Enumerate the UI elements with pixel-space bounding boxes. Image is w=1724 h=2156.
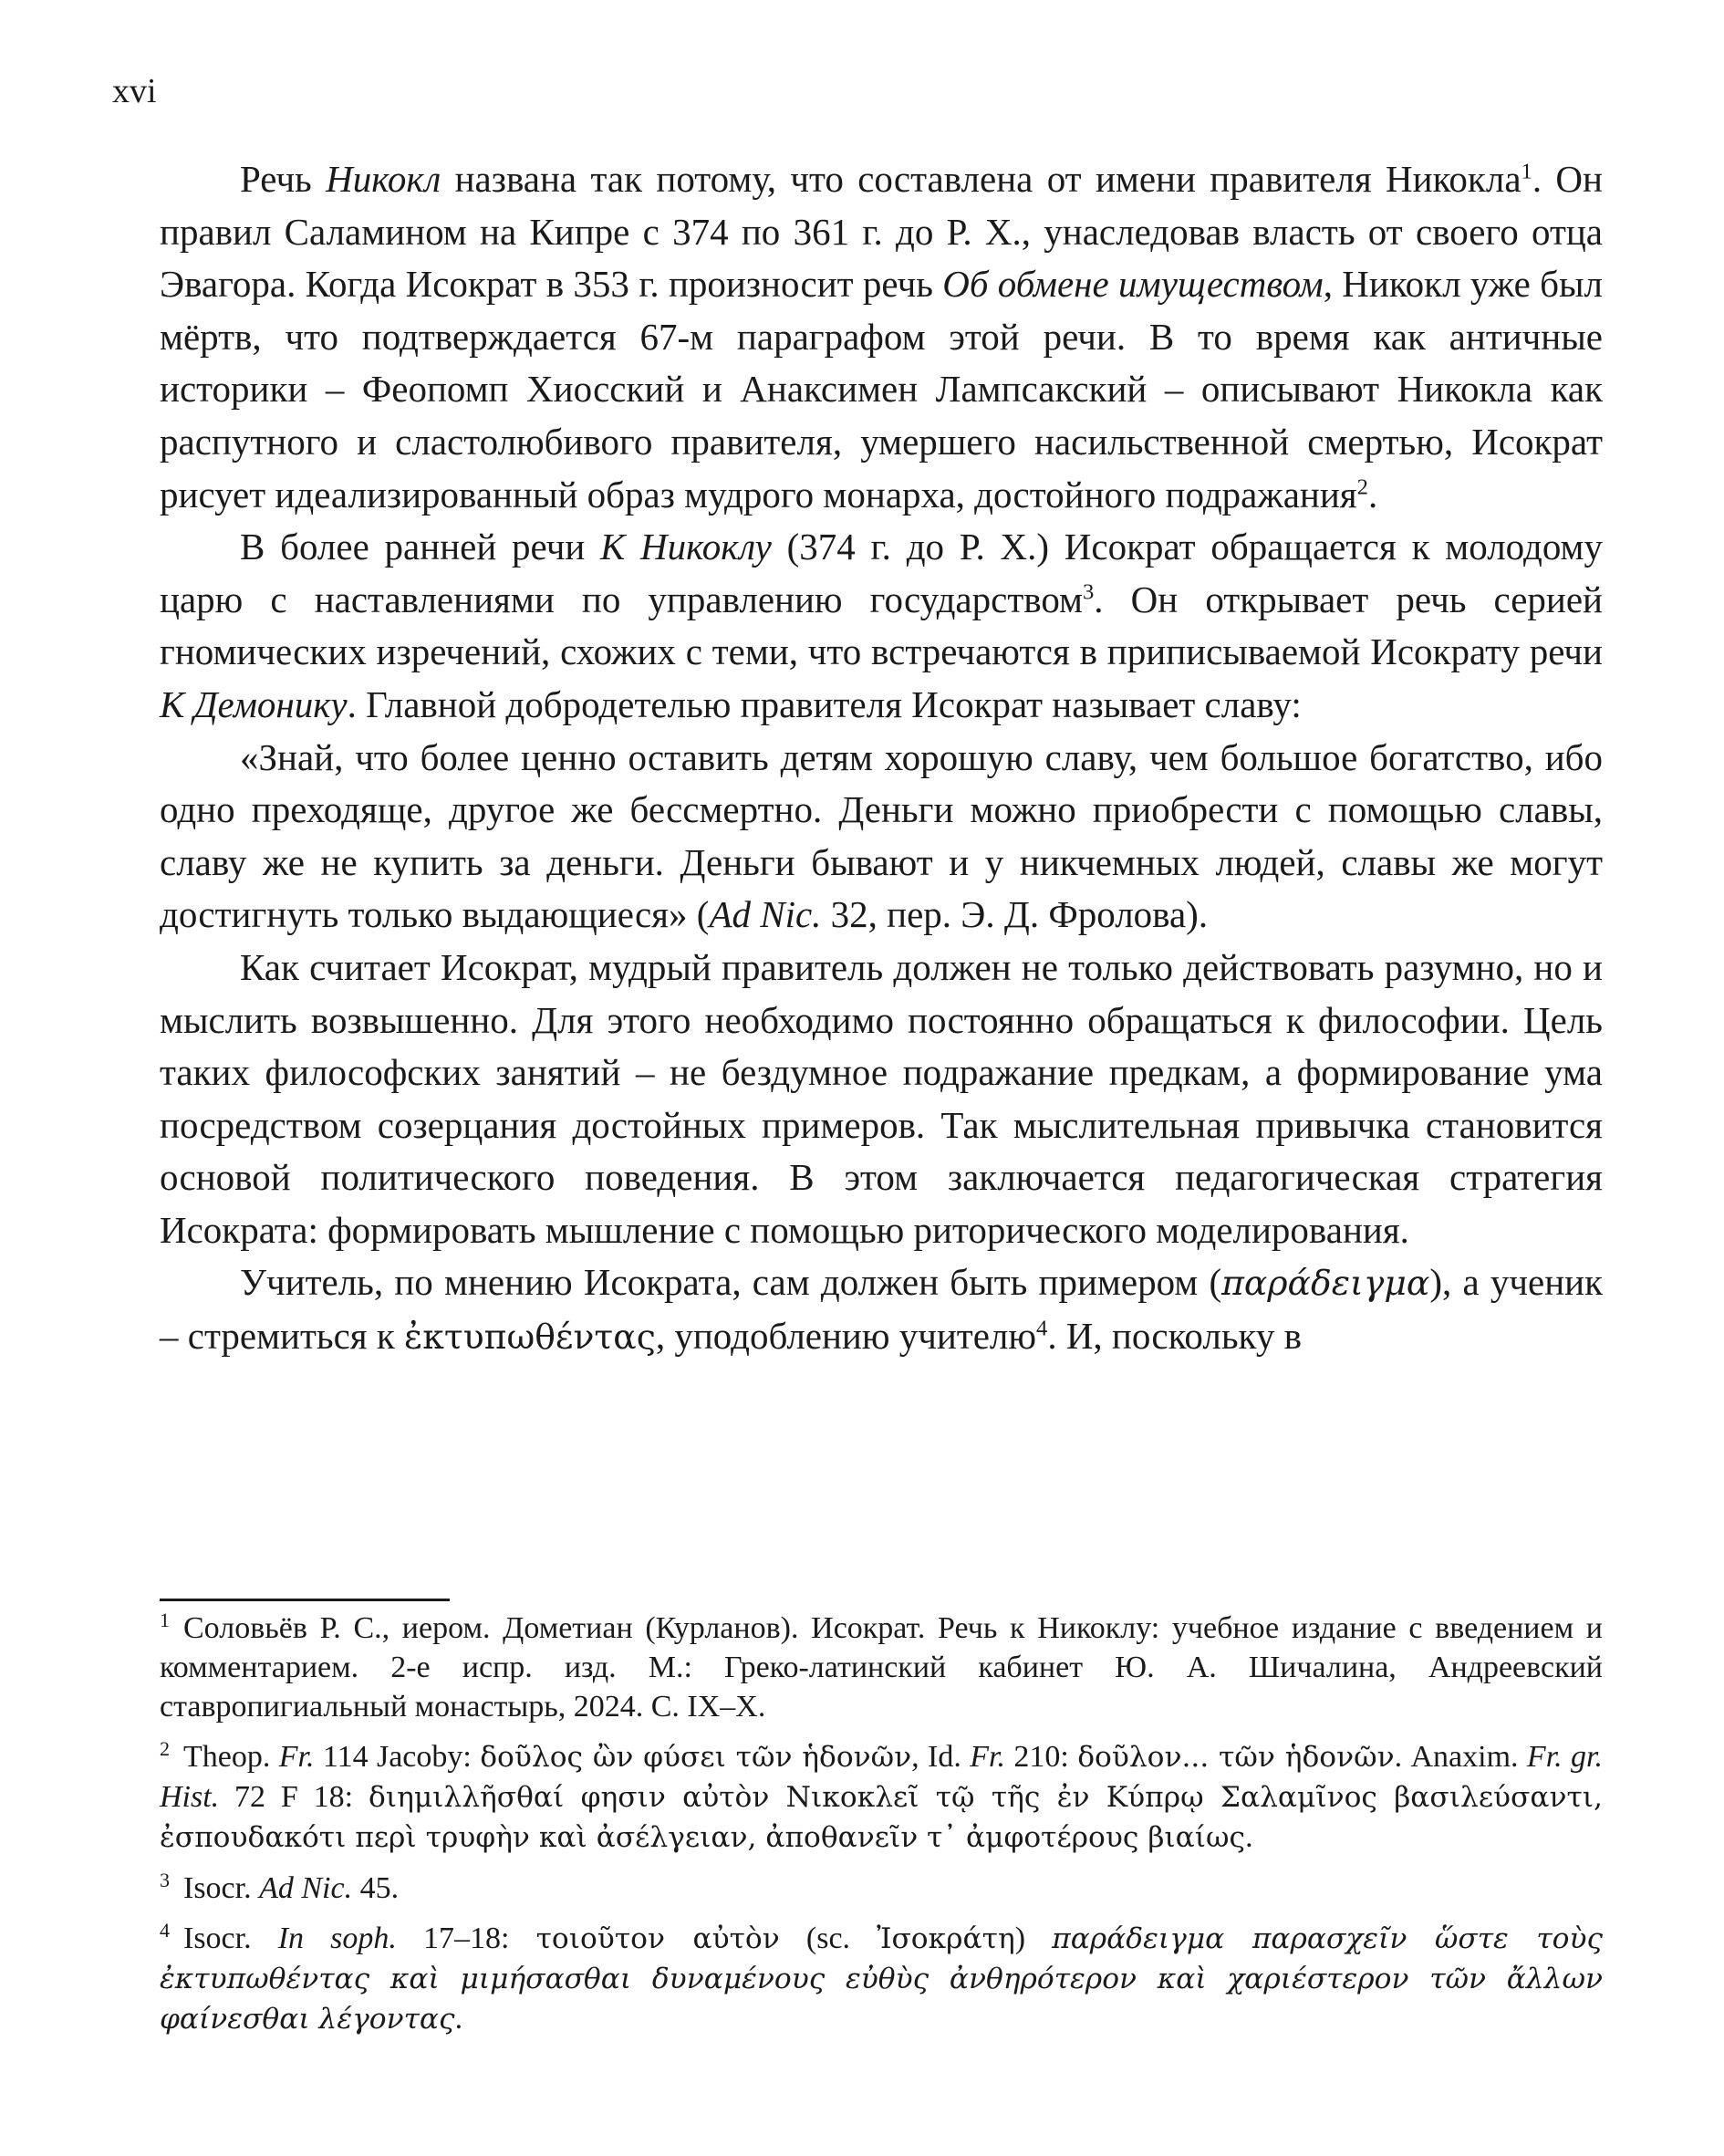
- work-title: Ad Nic.: [259, 1871, 353, 1905]
- footnote-text: Соловьёв Р. С., иером. Дометиан (Курланов). Исократ. Речь к Никоклу: учебное издание с введением и комментарием. 2-е испр. изд. М.: Греко-латинский кабинет Ю. А. Шичалина, Андреевский ставропигиальный монастырь, 2024. С. IX–X.: [160, 1611, 1603, 1724]
- text-span: 72 F 18:: [219, 1780, 369, 1814]
- footnote-1: 1 Соловьёв Р. С., иером. Дометиан (Курланов). Исократ. Речь к Никоклу: учебное издание с введением и комментарием. 2-е испр. изд. М.: Греко-латинский кабинет Ю. А. Шичалина, Андреевский ставропигиальный монастырь, 2024. С. IX–X.: [160, 1608, 1603, 1724]
- text-span: (sc.: [779, 1922, 878, 1955]
- greek-quote: δοῦλον... τῶν ἡδονῶν: [1077, 1741, 1395, 1774]
- work-title: К Никоклу: [600, 526, 772, 568]
- footnote-2: 2 Theop. Fr. 114 Jacoby: δοῦλος ὢν φύσει τῶν ἡδονῶν, Id. Fr. 210: δοῦλον... τῶν ἡδονῶν. Anaxim. Fr. gr. Hist. 72 F 18: διημιλλῆσθαί φησιν αὐτὸν Νικοκλεῖ τῷ τῆς ἐν Κύπρῳ Σαλαμῖνος βασιλεύσαντι, ἐσπουδακότι περὶ τρυφὴν καὶ ἀσέλγειαν, ἀποθανεῖν τ᾽ ἀμφοτέρους βιαίως.: [160, 1736, 1603, 1854]
- text-span: . И, поскольку в: [1047, 1315, 1302, 1358]
- main-text: [160, 153, 1603, 1364]
- work-title: Fr.: [970, 1740, 1005, 1774]
- paragraph-4: [160, 942, 1603, 1257]
- text-span: .: [1245, 1820, 1253, 1854]
- text-span: (374 г. до Р. Х.) Исократ обращается к молодому царю с наставлениями по управлению государством: [160, 526, 1603, 620]
- text-span: .: [1367, 473, 1378, 516]
- greek-quote: τοιοῦτον αὐτὸν: [535, 1922, 780, 1955]
- greek-quote: παράδειγμα παρασχεῖν ὥστε τοὺς ἐκτυπωθέντας καὶ μιμήσασθαι δυναμένους εὐθὺς ἀνθηρότερον καὶ χαριέστερον τῶν ἄλλων φαίνεσθαι λέγοντας: [160, 1922, 1603, 2036]
- text-span: 17–18:: [396, 1922, 536, 1955]
- paragraph-3-quote: [160, 732, 1603, 942]
- text-span: Theop.: [183, 1740, 279, 1774]
- work-title: Никокл: [326, 158, 441, 200]
- text-span: , уподоблению учителю: [655, 1315, 1037, 1358]
- greek-term: παράδειγμα: [1221, 1263, 1430, 1304]
- footnote-ref-2[interactable]: 2: [1356, 474, 1368, 499]
- footnote-ref-4[interactable]: 4: [1036, 1316, 1048, 1341]
- text-span: названа так потому, что составлена от имени правителя Никокла: [441, 158, 1521, 200]
- text-span: 45.: [352, 1871, 400, 1905]
- footnotes: [160, 1609, 1603, 2050]
- text-span: В более ранней речи: [240, 526, 601, 568]
- page-number: xvi: [112, 72, 157, 110]
- work-title: Ad Nic.: [709, 893, 822, 936]
- footnote-4: 4 Isocr. In soph. 17–18: τοιοῦτον αὐτὸν (sc. Ἰσοκράτη) παράδειγμα παρασχεῖν ὥστε τοὺς ἐκτυπωθέντας καὶ μιμήσασθαι δυναμένους εὐθὺς ἀνθηρότερον καὶ χαριέστερον τῶν ἄλλων φαίνεσθαι λέγοντας.: [160, 1918, 1603, 2036]
- text-span: Как считает Исократ, мудрый правитель должен не только действовать разумно, но и мыслить возвышенно. Для этого необходимо постоянно обращаться к философии. Цель таких философских занятий – не бездумное подражание предкам, а формирование ума посредством созерцания достойных примеров. Так мыслительная привычка становится основой политического поведения. В этом заключается педагогическая стратегия Исократа: формировать мышление с помощью риторического моделирования.: [160, 945, 1603, 1251]
- text-span: ), а ученик – стремиться к: [160, 1261, 1603, 1358]
- text-span: , Id.: [911, 1740, 971, 1774]
- text-span: Isocr.: [183, 1871, 260, 1905]
- work-title: Fr. gr. Hist.: [160, 1740, 1603, 1814]
- work-title: К Демонику: [160, 682, 348, 725]
- paragraph-1: [160, 153, 1603, 521]
- text-span: «Знай, что более ценно оставить детям хорошую славу, чем большое богатство, ибо одно преходяще, другое же бессмертно. Деньги можно приобрести с помощью славы, славу же не купить за деньги. Деньги бывают и у никчемных людей, славы же могут достигнуть только выдающиеся» (: [160, 735, 1603, 936]
- paragraph-5: [160, 1256, 1603, 1363]
- work-title: Fr.: [278, 1740, 315, 1774]
- text-span: Isocr.: [183, 1922, 278, 1955]
- paragraph-2: [160, 521, 1603, 731]
- footnote-divider: [160, 1599, 450, 1601]
- text-span: , Никокл уже был мёртв, что подтверждается 67-м параграфом этой речи. В то время как античные историки – Феопомп Хиосский и Анаксимен Лампсакский – описывают Никокла как распутного и сластолюбивого правителя, умершего насильственной смертью, Исократ рисует идеализированный образ мудрого монарха, достойного подражания: [160, 263, 1604, 516]
- text-span: Речь: [240, 158, 327, 200]
- text-span: .: [454, 2002, 463, 2036]
- footnote-3: 3 Isocr. Ad Nic. 45.: [160, 1868, 400, 1905]
- greek-term: ἐκτυπωθέντας: [404, 1317, 656, 1358]
- text-span: 210:: [1004, 1740, 1078, 1774]
- text-span: 114 Jacoby:: [314, 1740, 481, 1774]
- text-span: . Он правил Саламином на Кипре с 374 по 361 г. до Р. Х., унаследовав власть от своего отца Эвагора. Когда Исократ в 353 г. произносит речь: [160, 158, 1603, 306]
- greek-quote: διημιλλῆσθαί φησιν αὐτὸν Νικοκλεῖ τῷ τῆς ἐν Κύπρῳ Σαλαμῖνος βασιλεύσαντι, ἐσπουδακότι περὶ τρυφὴν καὶ ἀσέλγειαν, ἀποθανεῖν τ᾽ ἀμφοτέρους βιαίως: [160, 1781, 1603, 1854]
- text-span: ): [1014, 1922, 1053, 1955]
- text-span: . Он открывает речь серией гномических изречений, схожих с теми, что встречаются в приписываемой Исократу речи: [160, 578, 1603, 673]
- text-span: Учитель, по мнению Исократа, сам должен быть примером (: [240, 1261, 1222, 1304]
- footnote-ref-1[interactable]: 1: [1521, 159, 1532, 184]
- greek-quote: δοῦλος ὢν φύσει τῶν ἡδονῶν: [480, 1741, 912, 1774]
- text-span: 32, пер. Э. Д. Фролова).: [821, 893, 1209, 936]
- greek-quote: Ἰσοκράτη: [877, 1922, 1015, 1955]
- footnote-ref-3[interactable]: 3: [1082, 579, 1095, 605]
- text-span: . Anaxim.: [1394, 1740, 1527, 1774]
- work-title: In soph.: [277, 1922, 397, 1955]
- text-span: . Главной добродетелью правителя Исократ называет славу:: [347, 682, 1302, 725]
- work-title: Об обмене имуществом: [942, 263, 1324, 306]
